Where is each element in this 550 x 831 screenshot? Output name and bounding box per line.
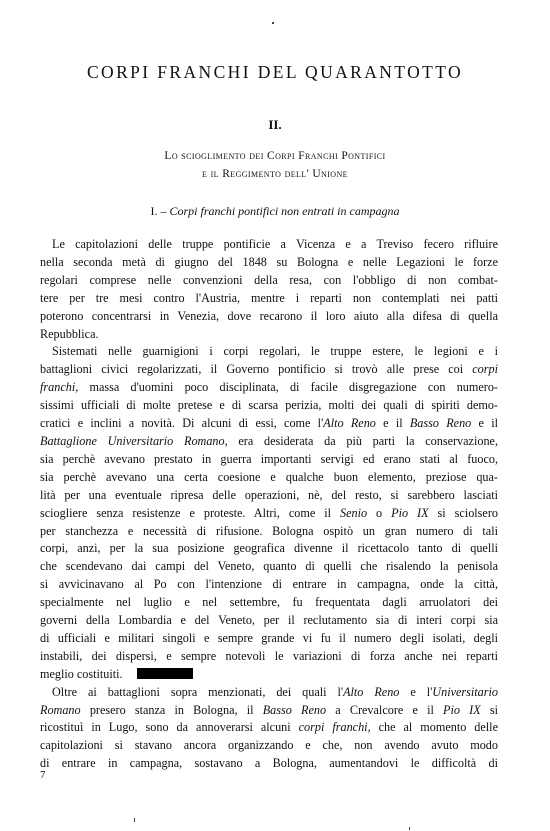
text-line: per stanchezza e necessità di rifusione. Bologna ospitò un gran numero di tali <box>40 523 498 538</box>
text-line: Romano presero stanza in Bologna, il Basso Reno a Crevalcore e il Pio IX si <box>40 702 498 717</box>
paragraph-3 <box>40 684 498 774</box>
scan-speck <box>409 827 410 830</box>
text-line: meglio costituiti. <box>40 666 498 684</box>
paragraph-2 <box>40 343 498 683</box>
text-line: Battaglione Universitario Romano, era desiderata da più parti la conservazione, <box>40 433 498 448</box>
text-line: di ufficiali e militari singoli e sempre grande vi fu il numero degli isolati, degli <box>40 630 498 645</box>
text-line: lità per una eventuale ripresa delle operazioni, nè, del resto, si sarebbero lasciati <box>40 487 498 502</box>
text-line: franchi, massa d'uomini poco disciplinata, di facile disgregazione con numero- <box>40 380 498 395</box>
text-line: capitolazioni si stavano ancora organizzando e che, non avendo avuto modo <box>40 738 498 753</box>
text-line: specialmente nel luglio e nel settembre, fu frequentata dagli arruolatori dei <box>40 595 498 610</box>
text-line: si avvicinavano al Po con l'intenzione di entrare in campagna, onde la città, <box>40 577 498 592</box>
text-line: sciogliere senza resistenze e proteste. Altri, come il Senio o Pio IX si sciolsero <box>40 505 498 520</box>
text-line: sissimi ufficiali di molte pretese e di scarsa perizia, molti dei quali di spiriti demo- <box>40 398 498 413</box>
paragraph-1 <box>40 236 498 343</box>
text-line: di entrare in campagna, sostavano a Bologna, aumentandovi le difficoltà di <box>40 756 498 771</box>
text-line: che scendevano dai campi del Veneto, quanto di quelli che risalendo la penisola <box>40 559 498 574</box>
page-title: CORPI FRANCHI DEL QUARANTOTTO <box>86 62 464 82</box>
section-number: I. – <box>150 204 167 218</box>
text-line: battaglioni civici regolarizzati, il Governo pontificio si trovò alle prese coi corpi <box>40 362 498 377</box>
text-line: corpi, anzi, per la sua posizione geografica divenne il ricettacolo tanto di quelli <box>40 541 498 556</box>
page-number: 7 <box>40 769 46 781</box>
chapter-number: II. <box>268 117 282 132</box>
chapter-subtitle-line-2: e il Reggimento dell' Unione <box>202 168 348 180</box>
text-line: Le capitolazioni delle truppe pontificie a Vicenza e a Treviso fecero rifluire <box>52 237 498 251</box>
text-line: regolari comprese nelle convenzioni della resa, con l'obbligo di non combat- <box>40 272 498 287</box>
text-line: nella seconda metà di giugno del 1848 su Bologna e nelle Legazioni le forze <box>40 254 498 269</box>
body-text <box>40 236 498 773</box>
text-line: sia perchè avevano prestato in guerra importanti servigi ed erano stati al fuoco, <box>40 451 498 466</box>
text-line: cratici e inclini a novità. Di alcuni di essi, come l'Alto Reno e il Basso Reno e il <box>40 416 498 431</box>
text-line: ricostituì in Lugo, sono da annoverarsi alcuni corpi franchi, che al momento delle <box>40 720 498 735</box>
chapter-subtitle-line-1: Lo scioglimento dei Corpi Franchi Pontifici <box>164 150 386 162</box>
text-line: Sistemati nelle guarnigioni i corpi regolari, le truppe estere, le legioni e i <box>52 344 498 359</box>
text-line: tere per tre mesi contro l'Austria, mentre i reparti non contemplati nei patti <box>40 290 498 305</box>
text-line: Repubblica. <box>40 326 99 341</box>
text-line: sia perchè avevano una certa coesione e qualche buon elemento, preziose qua- <box>40 469 498 484</box>
section-heading <box>0 204 550 219</box>
text-line: governi della Lombardia e del Veneto, per il reclutamento sia di interi corpi sia <box>40 613 498 628</box>
text-line: poterono concentrarsi in Venezia, dove recarono il loro aiuto alla difesa di quella <box>40 308 498 323</box>
redaction-mark <box>137 668 193 679</box>
section-title: Corpi franchi pontifici non entrati in campagna <box>169 204 400 218</box>
text-line: instabili, dei dispersi, e sempre notevoli le variazioni di forza anche nei reparti <box>40 648 498 663</box>
text-line: Oltre ai battaglioni sopra menzionati, dei quali l'Alto Reno e l'Universitario <box>52 684 498 699</box>
scan-speck <box>134 818 135 822</box>
scan-speck <box>272 22 274 24</box>
